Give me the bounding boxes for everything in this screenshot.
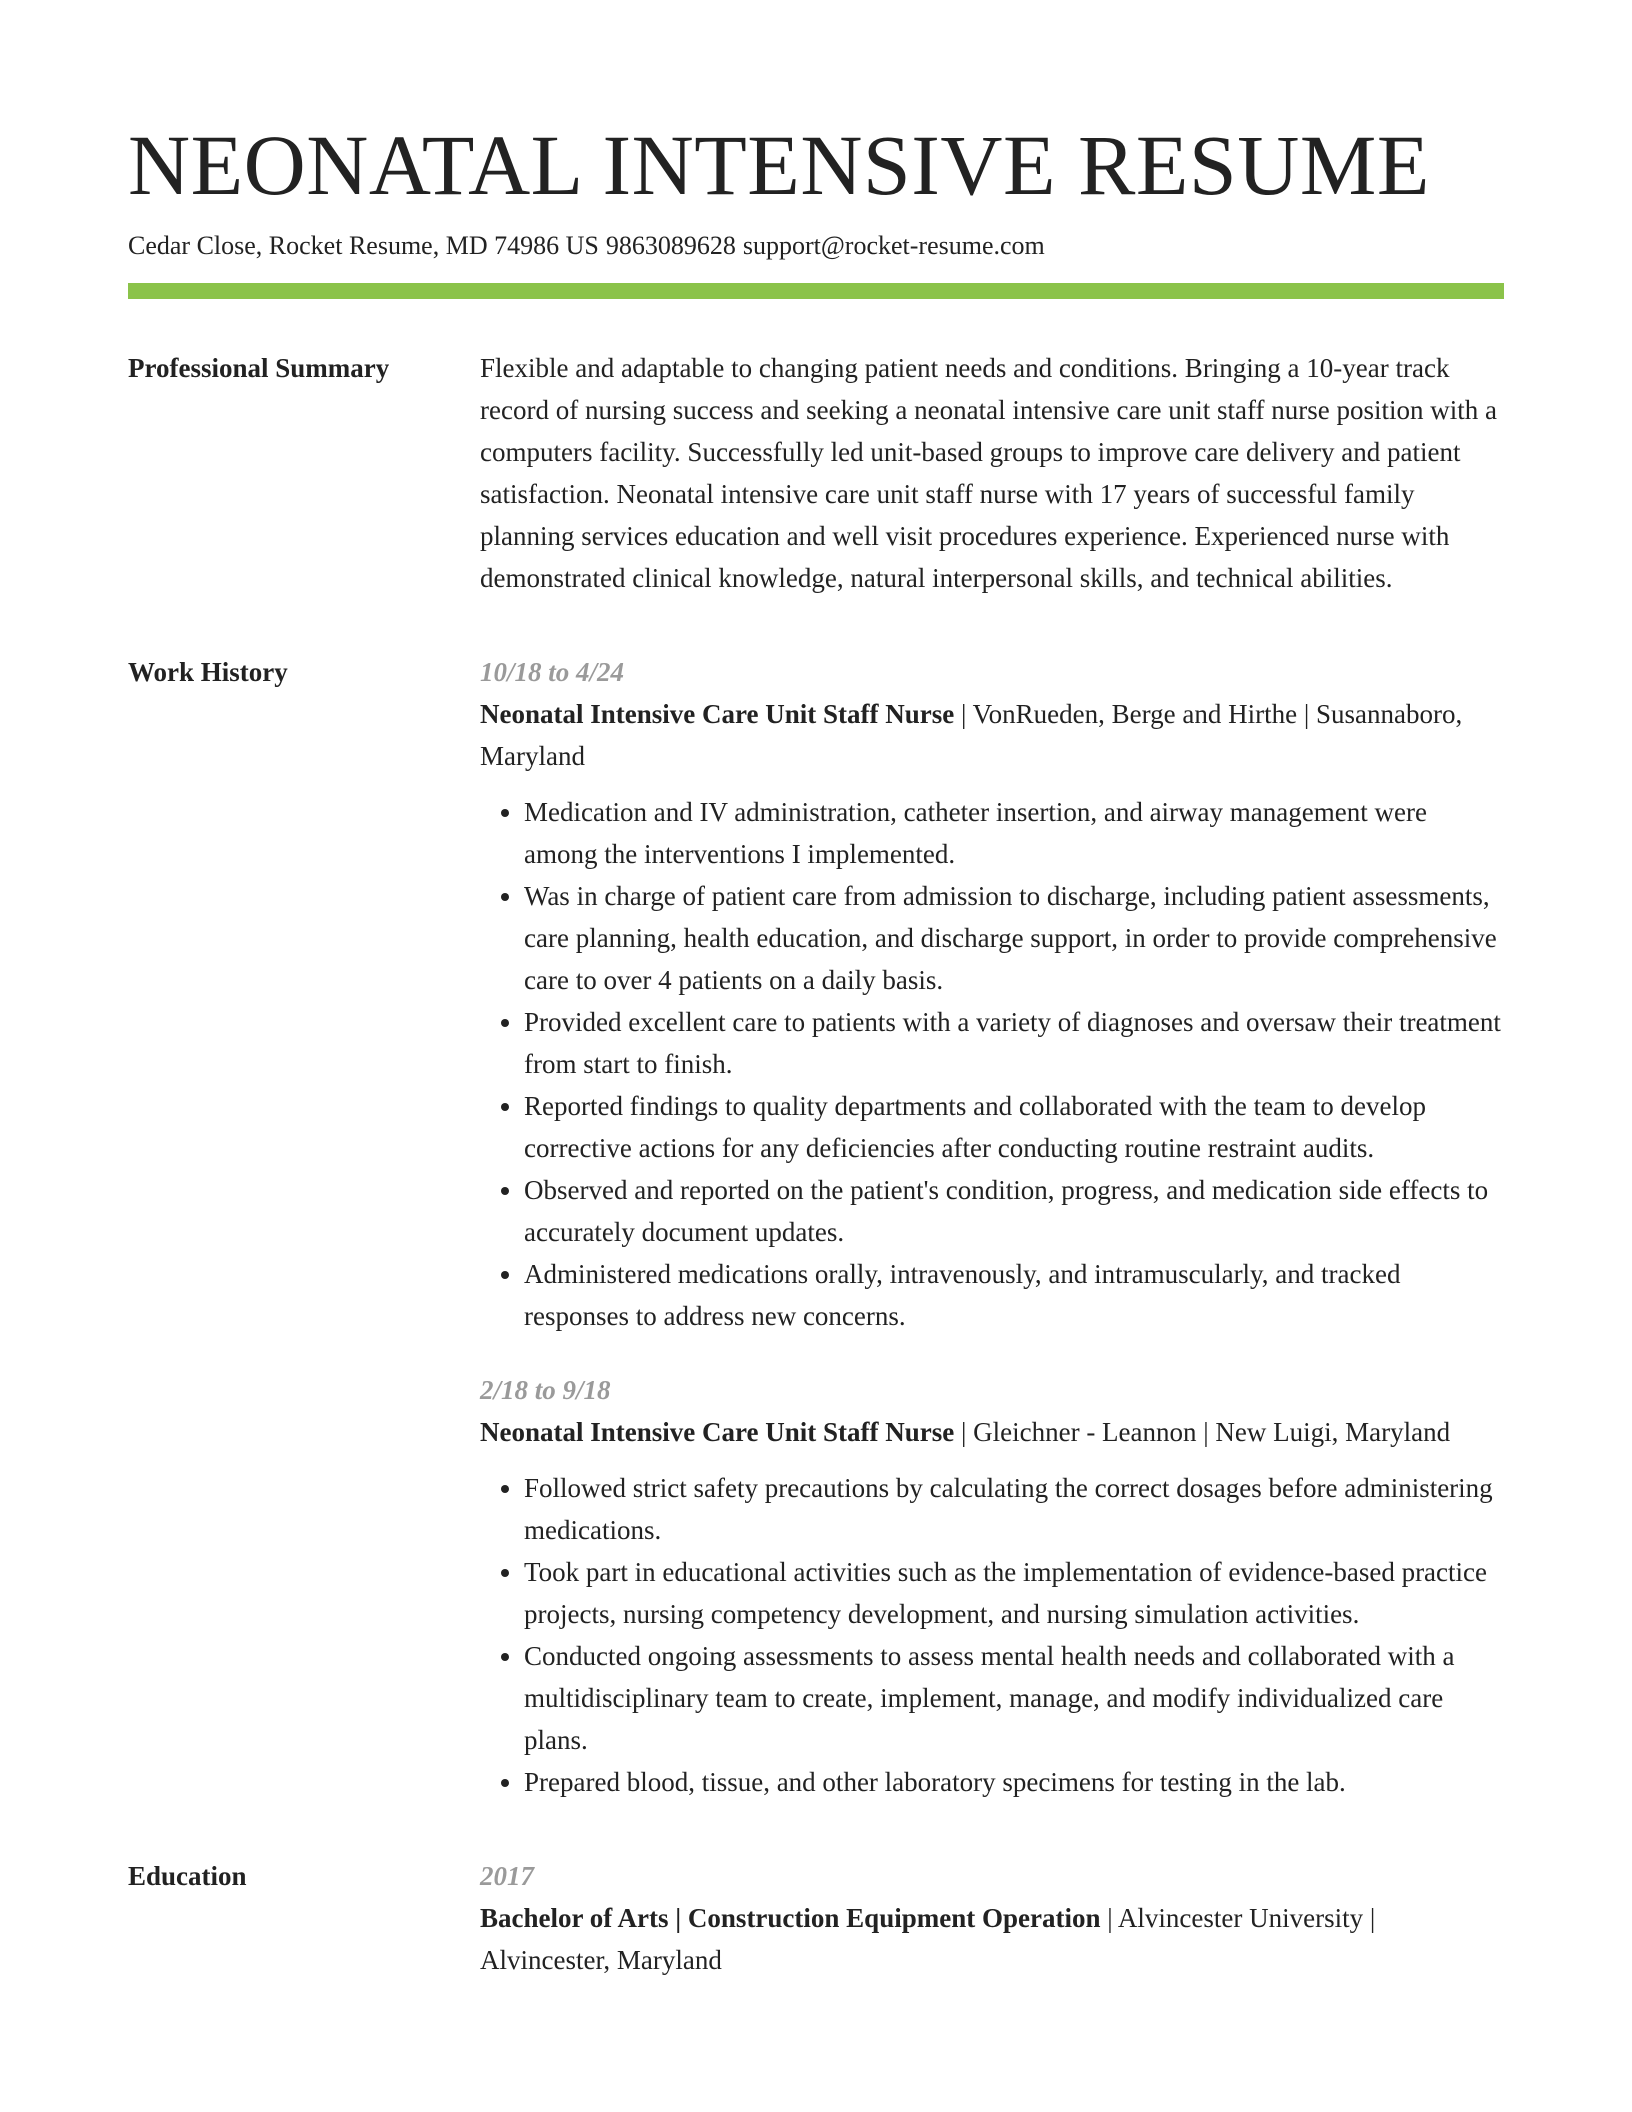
education-heading xyxy=(480,1897,1504,1981)
job-bullet: • Reported findings to quality departments and collaborated with the team to develop corrective actions for any deficiencies after conducting routine restraint audits. xyxy=(524,1085,1504,1169)
summary-label: Professional Summary xyxy=(128,353,390,384)
education-degree: Bachelor of Arts | Construction Equipment Operation xyxy=(480,1903,1101,1934)
work-history-body xyxy=(480,651,1504,1803)
accent-divider xyxy=(128,283,1504,299)
job-title: Neonatal Intensive Care Unit Staff Nurse xyxy=(480,699,955,730)
job-heading xyxy=(480,693,1504,777)
education-school-location: | Alvincester University | Alvincester, Maryland xyxy=(480,1903,1376,1976)
job-bullet: • Was in charge of patient care from admission to discharge, including patient assessments, care planning, health education, and discharge support, in order to provide comprehensive care to over 4 patients on a daily basis. xyxy=(524,875,1504,1001)
summary-section xyxy=(128,347,1504,599)
education-year: 2017 xyxy=(480,1861,534,1892)
contact-address: Cedar Close, Rocket Resume, MD 74986 US xyxy=(128,230,599,260)
job-bullet: • Followed strict safety precautions by calculating the correct dosages before administering medications. xyxy=(524,1467,1504,1551)
job-bullet: • Medication and IV administration, catheter insertion, and airway management were among the interventions I implemented. xyxy=(524,791,1504,875)
job-dates: 10/18 to 4/24 xyxy=(480,657,625,688)
summary-text: Flexible and adaptable to changing patient needs and conditions. Bringing a 10-year track record of nursing success and seeking a neonatal intensive care unit staff nurse position with a computers facility. Successfully led unit-based groups to improve care delivery and patient satisfaction. Neonatal intensive care unit staff nurse with 17 years of successful family planning services education and well visit procedures experience. Experienced nurse with demonstrated clinical knowledge, natural interpersonal skills, and technical abilities. xyxy=(480,353,1497,594)
job-bullet: • Observed and reported on the patient's condition, progress, and medication side effects to accurately document updates. xyxy=(524,1169,1504,1253)
summary-body xyxy=(480,347,1504,599)
job-dates: 2/18 to 9/18 xyxy=(480,1375,611,1406)
resume-page xyxy=(128,118,1504,1981)
education-section xyxy=(128,1855,1504,1981)
education-body xyxy=(480,1855,1504,1981)
job-entry xyxy=(480,1369,1504,1803)
resume-name: NEONATAL INTENSIVE RESUME xyxy=(128,117,1430,213)
job-bullets xyxy=(480,791,1504,1337)
work-history-label: Work History xyxy=(128,657,288,688)
work-history-section xyxy=(128,651,1504,1803)
job-entry xyxy=(480,651,1504,1337)
job-employer-location: | VonRueden, Berge and Hirthe | Susannaboro, Maryland xyxy=(480,699,1463,772)
job-bullet: • Provided excellent care to patients with a variety of diagnoses and oversaw their treatment from start to finish. xyxy=(524,1001,1504,1085)
contact-line xyxy=(128,229,1504,263)
job-employer-location: | Gleichner - Leannon | New Luigi, Maryland xyxy=(954,1417,1451,1448)
job-bullet: • Prepared blood, tissue, and other laboratory specimens for testing in the lab. xyxy=(524,1761,1504,1803)
job-bullets xyxy=(480,1467,1504,1803)
job-title: Neonatal Intensive Care Unit Staff Nurse xyxy=(480,1417,955,1448)
contact-email: support@rocket-resume.com xyxy=(742,230,1045,260)
job-bullet: • Took part in educational activities such as the implementation of evidence-based practice projects, nursing competency development, and nursing simulation activities. xyxy=(524,1551,1504,1635)
job-bullet: • Conducted ongoing assessments to assess mental health needs and collaborated with a multidisciplinary team to create, implement, manage, and modify individualized care plans. xyxy=(524,1635,1504,1761)
job-heading xyxy=(480,1411,1504,1453)
education-label: Education xyxy=(128,1861,247,1892)
job-bullet: • Administered medications orally, intravenously, and intramuscularly, and tracked responses to address new concerns. xyxy=(524,1253,1504,1337)
contact-phone: 9863089628 xyxy=(605,230,736,260)
